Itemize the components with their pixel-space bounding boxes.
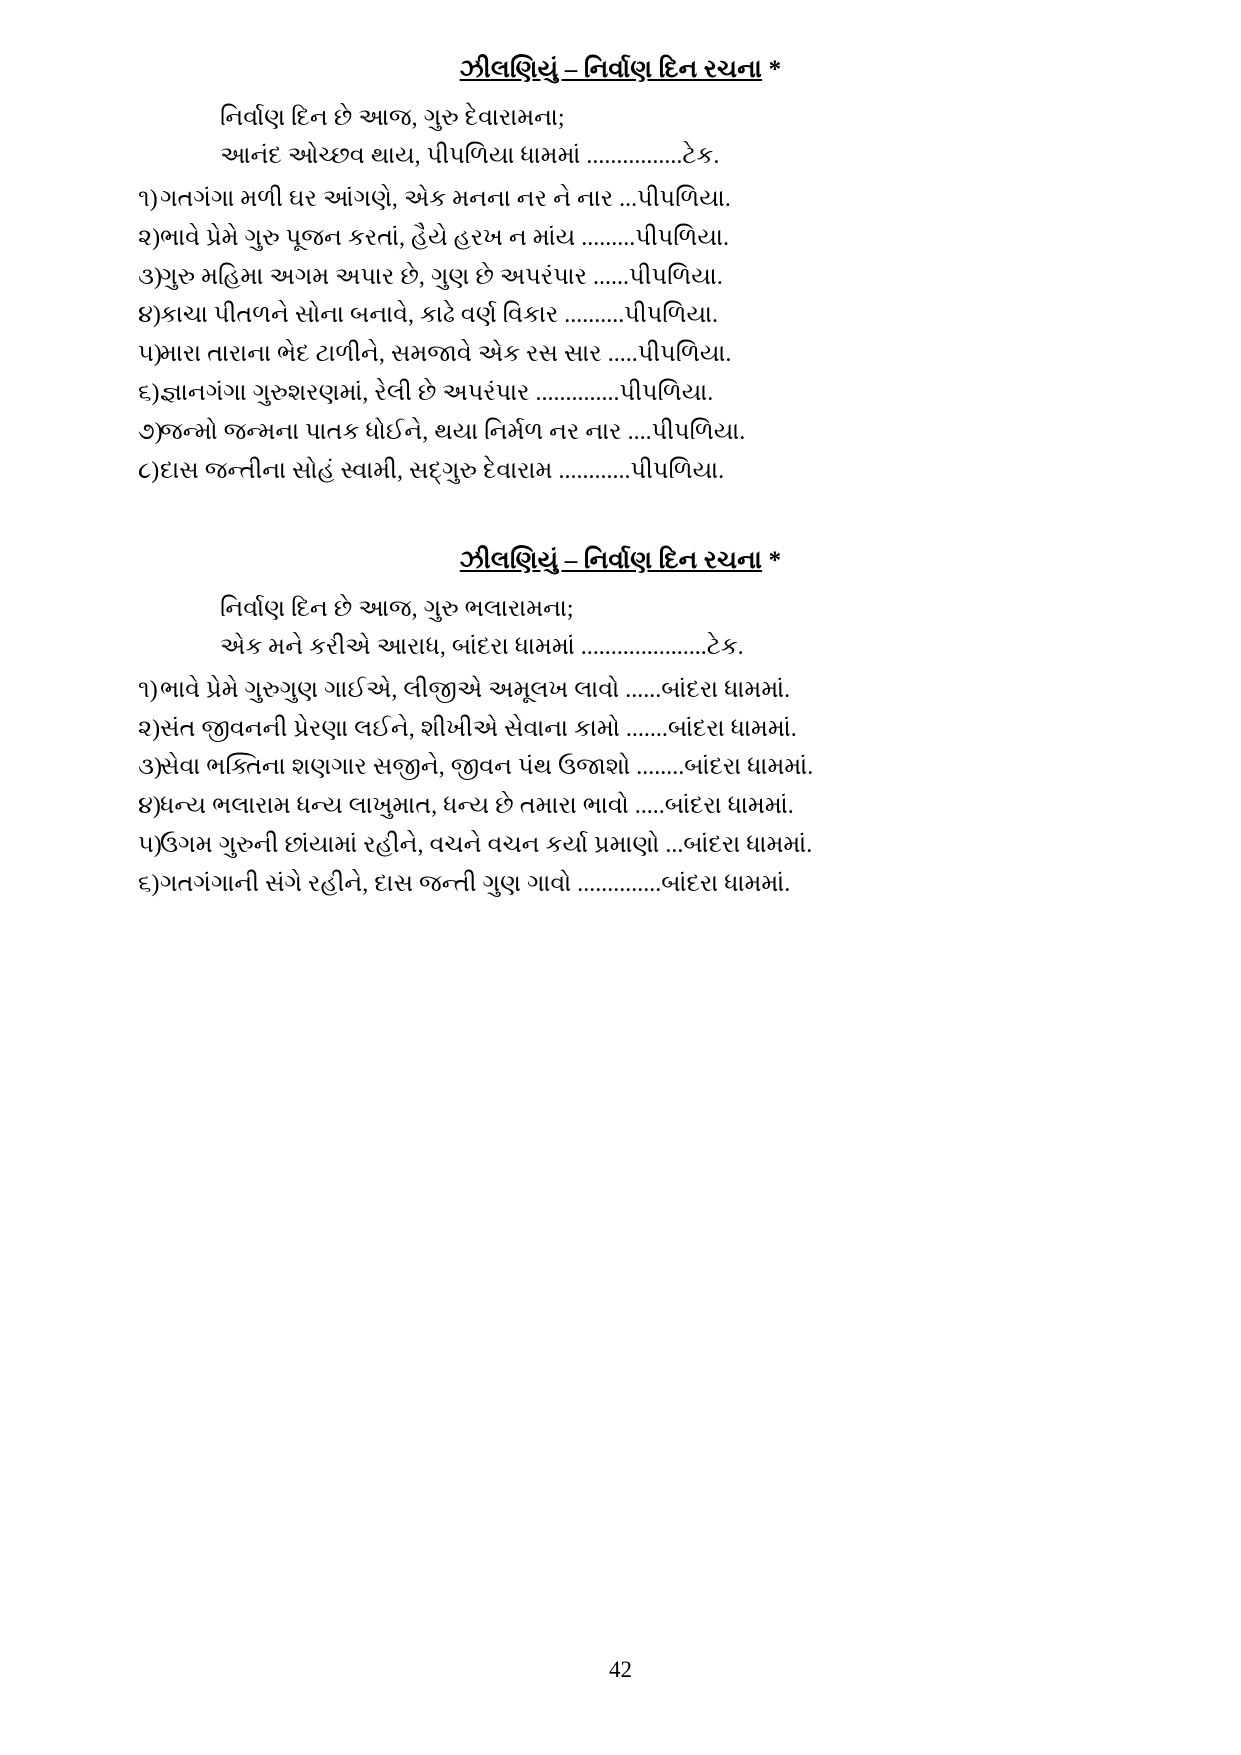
refrain-1: [90, 100, 1151, 176]
verse-number: ૫): [138, 832, 162, 859]
verse-number: ૨): [138, 715, 161, 742]
verse-text: ઉગમ ગુરુની છાંયામાં રહીને, વચને વચન કર્યા પ્રમાણો ...બાંદરા ધામમાં.: [160, 832, 813, 859]
song-title-1-star: *: [762, 56, 782, 83]
refrain-line: નિર્વાણ દિન છે આજ, ગુરુ દેવારામના;: [220, 105, 565, 131]
verse-row: [90, 374, 1151, 413]
song-title-2-star: *: [762, 546, 782, 574]
verse-number: ૧): [138, 185, 158, 212]
song-title-1: [90, 56, 1151, 84]
verse-number: ૪): [138, 793, 161, 820]
verse-text: ભાવે પ્રેમે ગુરુ પૂજન કરતાં, હૈયે હરખ ન માંય .........પીપળિયા.: [160, 224, 729, 251]
verse-text: મારા તારાના ભેદ ટાળીને, સમજાવે એક રસ સાર .....પીપળિયા.: [160, 341, 732, 368]
verse-row: [90, 296, 1151, 335]
verse-row: [90, 787, 1151, 826]
verse-text: સંત જીવનની પ્રેરણા લઈને, શીખીએ સેવાના કામો .......બાંદરા ધામમાં.: [160, 715, 797, 742]
verse-number: ૮): [138, 457, 160, 484]
verse-number: ૩): [138, 754, 162, 781]
page-number: 42: [609, 1657, 632, 1682]
verse-number: ૬): [138, 380, 160, 407]
song-section-2: [90, 547, 1151, 904]
song-title-2-text: ઝીલણિયું – નિર્વાણ દિન રચના: [459, 546, 763, 574]
verse-text: ભાવે પ્રેમે ગુરુગુણ ગાઈએ, લીજીએ અમૂલખ લાવો ......બાંદરા ધામમાં.: [160, 676, 791, 703]
section-spacer: [90, 501, 1151, 547]
verse-row: [90, 258, 1151, 297]
verse-text: દાસ જન્તીના સોહં સ્વામી, સદ્ગુરુ દેવારામ ............પીપળિયા.: [160, 457, 725, 484]
verse-text: ધન્ય ભલારામ ધન્ય લાખુમાત, ધન્ય છે તમારા ભાવો .....બાંદરા ધામમાં.: [160, 793, 794, 820]
verse-text: ગુરુ મહિમા અગમ અપાર છે, ગુણ છે અપરંપાર ......પીપળિયા.: [160, 263, 723, 290]
verse-row: [90, 671, 1151, 710]
verse-number: ૭): [138, 419, 163, 446]
verse-number: ૧): [138, 676, 158, 703]
refrain-line: આનંદ ઓચ્છવ થાય, પીપળિયા ધામમાં ................ટેક.: [220, 142, 720, 169]
song-section-1: [90, 56, 1151, 491]
verse-number: ૨): [138, 224, 161, 251]
verse-text: જન્મો જન્મના પાતક ધોઈને, થયા નિર્મળ નર નાર ....પીપળિયા.: [160, 419, 746, 446]
verse-row: [90, 180, 1151, 219]
refrain-line: નિર્વાણ દિન છે આજ, ગુરુ ભલારામના;: [220, 595, 574, 622]
verse-text: ગતગંગાની સંગે રહીને, દાસ જન્તી ગુણ ગાવો ..............બાંદરા ધામમાં.: [160, 871, 791, 897]
verse-list-2: [90, 671, 1151, 904]
song-title-2: [90, 547, 1151, 575]
verse-row: [90, 335, 1151, 374]
verse-row: [90, 710, 1151, 749]
song-title-1-text: ઝીલણિયું – નિર્વાણ દિન રચના: [459, 56, 763, 83]
verse-row: [90, 748, 1151, 787]
verse-text: કાચા પીતળને સોના બનાવે, કાઢે વર્ણ વિકાર ..........પીપળિયા.: [160, 302, 718, 329]
verse-text: જ્ઞાનગંગા ગુરુશરણમાં, રેલી છે અપરંપાર ..............પીપળિયા.: [160, 380, 714, 407]
verse-row: [90, 219, 1151, 258]
verse-row: [90, 865, 1151, 904]
verse-text: ગતગંગા મળી ઘર આંગણે, એક મનના નર ને નાર ...પીપળિયા.: [160, 185, 731, 212]
verse-row: [90, 452, 1151, 491]
verse-number: ૬): [138, 871, 160, 897]
verse-row: [90, 413, 1151, 452]
verse-list-1: [90, 180, 1151, 491]
verse-text: સેવા ભક્તિના શણગાર સજીને, જીવન પંથ ઉજાશો ........બાંદરા ધામમાં.: [160, 754, 814, 781]
verse-number: ૫): [138, 341, 162, 368]
refrain-line: એક મને કરીએ આરાધ, બાંદરા ધામમાં .....................ટેક.: [220, 633, 744, 660]
verse-number: ૪): [138, 302, 161, 329]
verse-number: ૩): [138, 263, 162, 290]
verse-row: [90, 826, 1151, 865]
refrain-2: [90, 591, 1151, 667]
